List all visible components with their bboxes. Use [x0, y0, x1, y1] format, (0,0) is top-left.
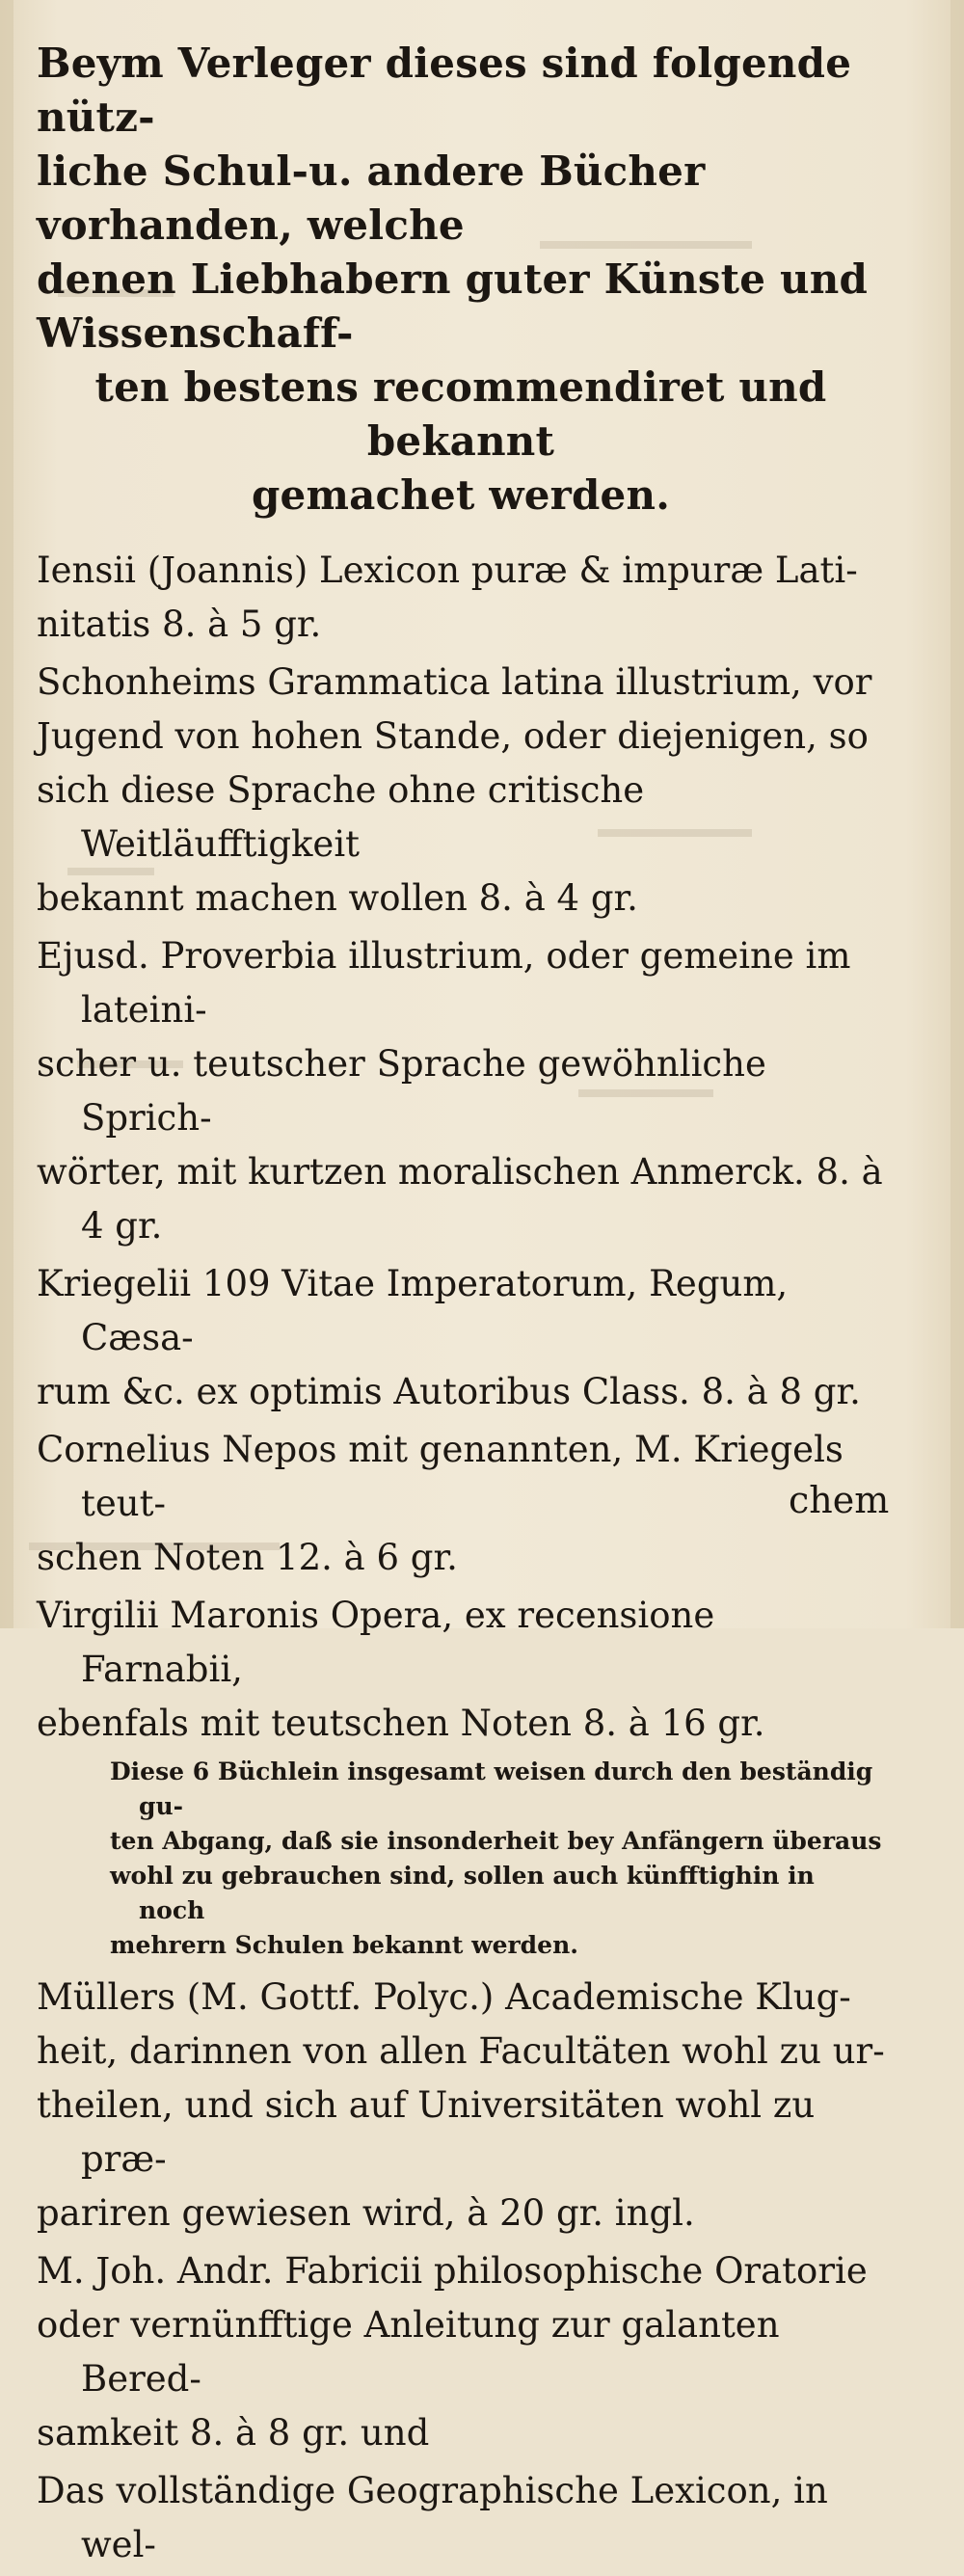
- entry-line: pariren gewiesen wird, à 20 gr. ingl.: [37, 2192, 695, 2234]
- catalog-entry: [37, 1257, 885, 1419]
- catalog-entry: [37, 544, 885, 652]
- entry-line: scher u. teutscher Sprache gewöhnliche Sprich-: [37, 1043, 766, 1139]
- entry-line: samkeit 8. à 8 gr. und: [37, 2412, 430, 2454]
- catalog-entry: [37, 1971, 885, 2241]
- catalog-entry: [37, 2464, 885, 2572]
- entry-line: Cornelius Nepos mit genannten, M. Kriegels teut-: [37, 1429, 844, 1524]
- heading-line: liche Schul-u. andere Bücher vorhanden, welche: [37, 148, 706, 249]
- catalog-entry: [37, 656, 885, 926]
- entry-line: Iensii (Joannis) Lexicon puræ & impuræ Lati-: [37, 550, 858, 591]
- entry-line: ebenfals mit teutschen Noten 8. à 16 gr.: [37, 1703, 765, 1744]
- heading-line: gemachet werden.: [251, 471, 671, 519]
- heading-line: Beym Verleger dieses sind folgende nütz-: [37, 40, 852, 141]
- entry-line: M. Joh. Andr. Fabricii philosophische Oratorie: [37, 2250, 868, 2292]
- entry-line: theilen, und sich auf Universitäten wohl zu præ-: [37, 2084, 816, 2180]
- entry-line: sich diese Sprache ohne critische Weitläufftigkeit: [37, 769, 645, 865]
- catalog-entry: [37, 1423, 885, 1585]
- note-line: ten Abgang, daß sie insonderheit bey Anfängern überaus: [110, 1827, 882, 1855]
- catalog-entry: [37, 1589, 885, 1751]
- entry-line: Kriegelii 109 Vitae Imperatorum, Regum, Cæsa-: [37, 1263, 789, 1358]
- entry-line: bekannt machen wollen 8. à 4 gr.: [37, 877, 638, 919]
- heading-line: denen Liebhabern guter Künste und Wissenschaff-: [37, 255, 869, 357]
- note-line: wohl zu gebrauchen sind, sollen auch künfftighin in noch: [110, 1862, 815, 1924]
- entry-line: rum &c. ex optimis Autoribus Class. 8. à 8 gr.: [37, 1371, 861, 1412]
- catalog-entry: [37, 2244, 885, 2460]
- entry-line: Müllers (M. Gottf. Polyc.) Academische Klug-: [37, 1976, 851, 2018]
- entry-line: oder vernünfftige Anleitung zur galanten Bered-: [37, 2304, 780, 2400]
- text-block: [37, 37, 885, 2576]
- note-line: mehrern Schulen bekannt werden.: [110, 1931, 578, 1959]
- entry-line: Ejusd. Proverbia illustrium, oder gemeine im lateini-: [37, 935, 851, 1031]
- entry-line: wörter, mit kurtzen moralischen Anmerck. 8. à 4 gr.: [37, 1151, 883, 1247]
- entry-line: Jugend von hohen Stande, oder diejenigen, so: [37, 715, 869, 757]
- heading-line: ten bestens recommendiret und bekannt: [94, 363, 827, 465]
- entry-line: Schonheims Grammatica latina illustrium, vor: [37, 661, 872, 703]
- page-heading: [37, 37, 885, 523]
- entry-line: Das vollständige Geographische Lexicon, in wel-: [37, 2470, 828, 2565]
- entry-line: nitatis 8. à 5 gr.: [37, 604, 322, 645]
- entry-line: heit, darinnen von allen Facultäten wohl zu ur-: [37, 2030, 885, 2072]
- entry-line: schen Noten 12. à 6 gr.: [37, 1537, 458, 1578]
- catchword: chem: [789, 1479, 890, 1521]
- catalog-entry: [37, 929, 885, 1253]
- catalog-note: [37, 1755, 885, 1963]
- entry-line: Virgilii Maronis Opera, ex recensione Farnabii,: [37, 1595, 715, 1690]
- note-line: Diese 6 Büchlein insgesamt weisen durch den beständig gu-: [110, 1758, 873, 1820]
